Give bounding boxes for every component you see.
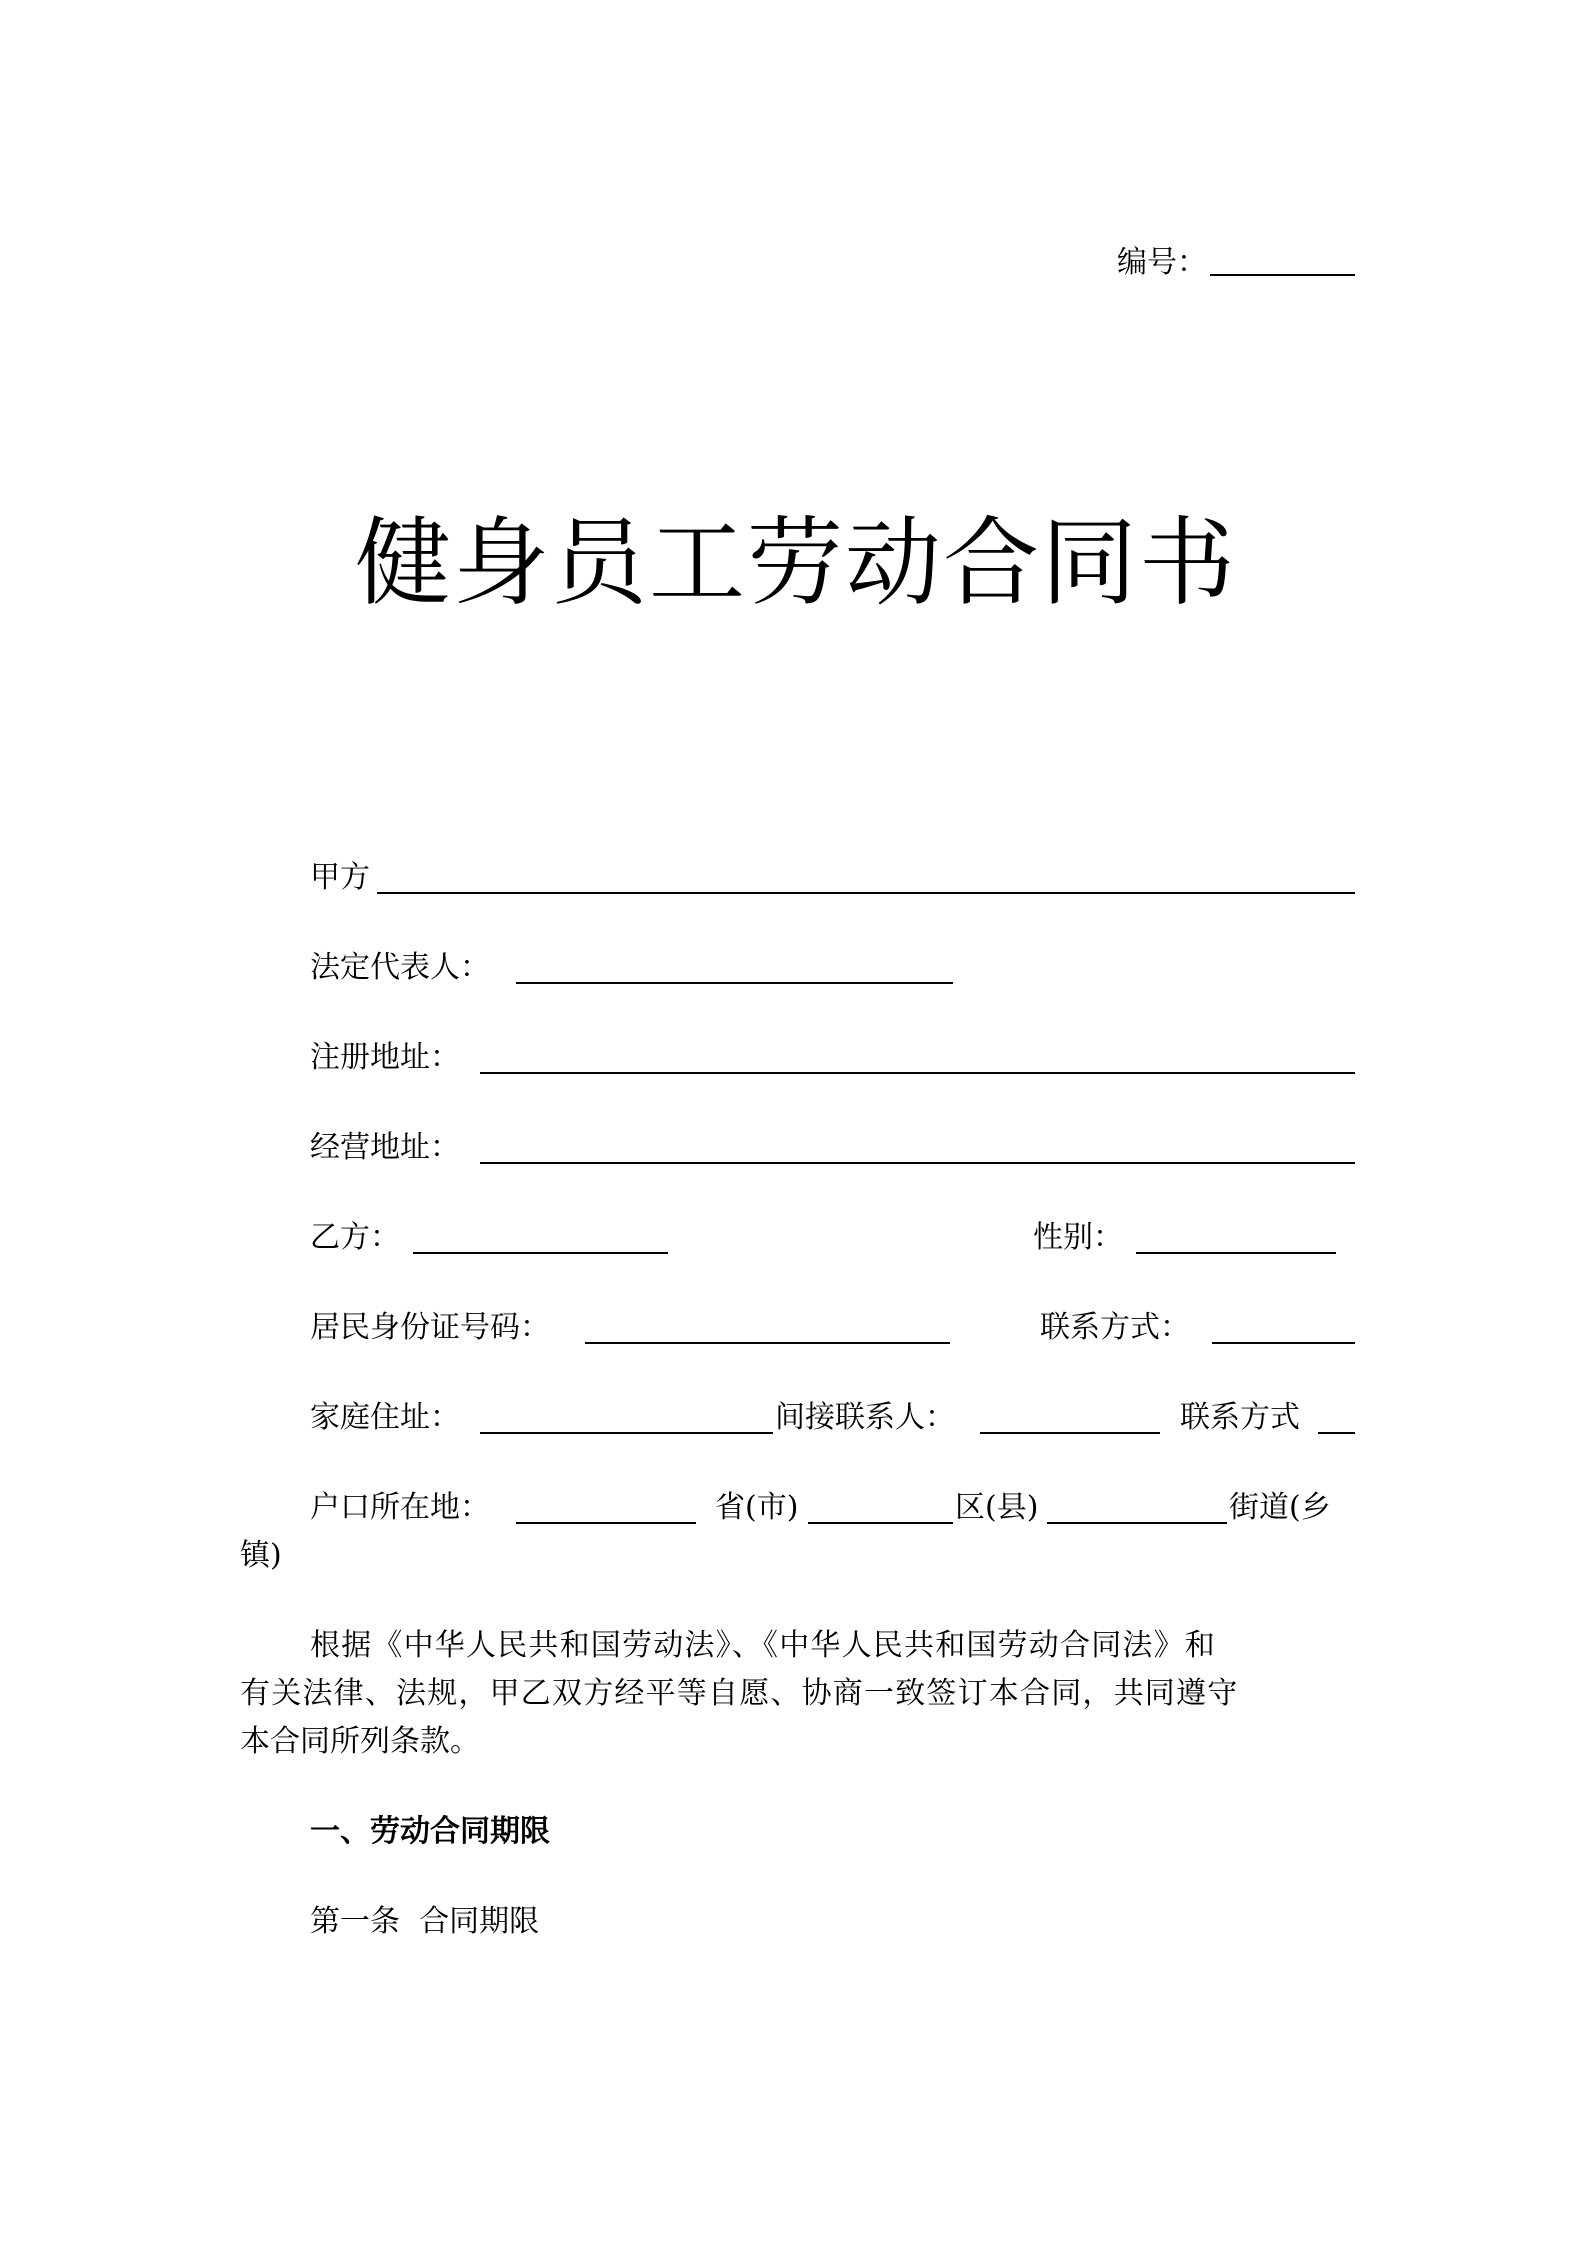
contact1-field[interactable] (1212, 1342, 1355, 1344)
serial-field[interactable] (1210, 274, 1355, 276)
party-b-field[interactable] (413, 1252, 668, 1254)
intro-line-1: 根据《中华人民共和国劳动法》、《中华人民共和国劳动合同法》和 (310, 1628, 1216, 1663)
document-title: 健身员工劳动合同书 (355, 507, 1237, 619)
gender-field[interactable] (1136, 1252, 1336, 1254)
legal-rep-label: 法定代表人： (310, 950, 490, 985)
article-1-heading: 第一条 合同期限 (310, 1904, 540, 1939)
id-number-label: 居民身份证号码： (310, 1310, 550, 1345)
gender-label: 性别： (1033, 1220, 1123, 1255)
intro-line-2: 有关法律、法规，甲乙双方经平等自愿、协商一致签订本合同，共同遵守 (240, 1676, 1239, 1711)
party-b-label: 乙方： (310, 1220, 400, 1255)
biz-address-label: 经营地址： (310, 1130, 460, 1165)
party-a-label: 甲方 (310, 860, 370, 895)
legal-rep-field[interactable] (516, 982, 953, 984)
party-a-field[interactable] (377, 892, 1355, 894)
contact2-field[interactable] (1318, 1432, 1355, 1434)
reg-address-label: 注册地址： (310, 1040, 460, 1075)
contact1-label: 联系方式： (1040, 1310, 1190, 1345)
serial-label: 编号： (1117, 245, 1207, 280)
province-field[interactable] (808, 1522, 953, 1524)
section-1-heading: 一、劳动合同期限 (310, 1814, 550, 1849)
reg-address-field[interactable] (480, 1072, 1355, 1074)
indirect-contact-field[interactable] (980, 1432, 1160, 1434)
intro-line-3: 本合同所列条款。 (240, 1724, 480, 1759)
id-number-field[interactable] (585, 1342, 950, 1344)
district-field[interactable] (1047, 1522, 1227, 1524)
town-label: 镇) (240, 1538, 282, 1573)
home-address-field[interactable] (480, 1432, 773, 1434)
district-label: 区(县) (955, 1490, 1039, 1525)
hukou-label: 户口所在地： (310, 1490, 490, 1525)
hukou-field[interactable] (516, 1522, 696, 1524)
street-label: 街道(乡 (1229, 1490, 1331, 1525)
home-address-label: 家庭住址： (310, 1400, 460, 1435)
indirect-contact-label: 间接联系人： (775, 1400, 955, 1435)
biz-address-field[interactable] (480, 1162, 1355, 1164)
contact2-label: 联系方式 (1180, 1400, 1300, 1435)
province-label: 省(市) (715, 1490, 799, 1525)
